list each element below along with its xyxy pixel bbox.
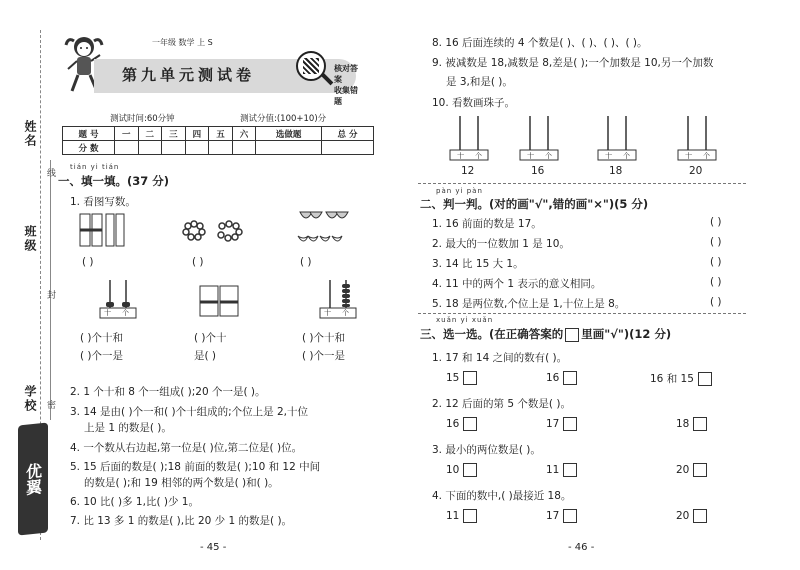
abacus-ones-label: 个 — [703, 152, 710, 160]
seal-mark: 封 — [45, 290, 55, 299]
tens-ones-blank[interactable]: ( )个十和 — [302, 332, 346, 344]
choice-checkbox[interactable] — [563, 463, 577, 477]
score-cell: 题 号 — [63, 127, 115, 141]
choice-checkbox[interactable] — [693, 463, 707, 477]
abacus-ones-label: 个 — [623, 152, 630, 160]
score-cell: 一 — [114, 127, 138, 141]
score-cell: 六 — [232, 127, 256, 141]
page-number-left: - 45 - — [200, 542, 227, 553]
abacus-ones-label: 个 — [342, 309, 349, 317]
page-title: 第九单元测试卷 — [122, 66, 256, 84]
section2-title: 二、判一判。(对的画"√",错的画"×")(5 分) — [420, 197, 649, 211]
judge-item: 5. 18 是两位数,个位上是 1,十位上是 8。 — [432, 298, 626, 310]
judge-item: 2. 最大的一位数加 1 是 10。 — [432, 238, 570, 250]
choice-checkbox[interactable] — [693, 509, 707, 523]
score-input[interactable] — [162, 141, 186, 155]
choice-question: 3. 最小的两位数是( )。 — [432, 444, 541, 456]
abacus-tens-label: 十 — [685, 152, 692, 160]
question-2: 2. 1 个十和 8 个一组成( );20 个一是( )。 — [70, 386, 266, 398]
answer-blank[interactable]: ( ) — [192, 256, 204, 268]
test-header — [64, 33, 364, 106]
question-7: 7. 比 13 多 1 的数是( ),比 20 少 1 的数是( )。 — [70, 515, 293, 527]
abacus-tens-label: 十 — [527, 152, 534, 160]
question-5: 5. 15 后面的数是( );18 前面的数是( );10 和 12 中间 — [70, 461, 321, 473]
abacus-ones-label: 个 — [122, 309, 129, 317]
choice-question: 2. 12 后面的第 5 个数是( )。 — [432, 398, 571, 410]
tens-ones-blank[interactable]: ( )个十和 — [80, 332, 124, 344]
judge-answer-blank[interactable]: ( ) — [710, 276, 722, 288]
score-cell: 总 分 — [321, 127, 373, 141]
choice-option[interactable]: 18 — [676, 417, 707, 431]
choice-option[interactable]: 16 和 15 — [650, 371, 712, 386]
question-10: 10. 看数画珠子。 — [432, 97, 516, 109]
answer-blank[interactable]: ( ) — [300, 256, 312, 268]
question-3-cont: 上是 1 的数是( )。 — [84, 422, 172, 434]
q1-prompt: 1. 看图写数。 — [70, 196, 136, 208]
empty-abacus-icon — [448, 114, 490, 162]
empty-abacus-icon — [676, 114, 718, 162]
question-5-cont: 的数是( );和 19 相邻的两个数是( )和( )。 — [84, 477, 279, 489]
score-input[interactable] — [256, 141, 322, 155]
choice-checkbox[interactable] — [693, 417, 707, 431]
score-input[interactable] — [114, 141, 138, 155]
empty-abacus-icon — [596, 114, 638, 162]
empty-abacus-icon — [518, 114, 560, 162]
abacus-number: 16 — [531, 165, 545, 177]
choice-checkbox[interactable] — [563, 371, 577, 385]
choice-question: 4. 下面的数中,( )最接近 18。 — [432, 490, 572, 502]
score-table-row — [63, 141, 374, 155]
score-cell: 选做题 — [256, 127, 322, 141]
choice-option[interactable]: 11 — [446, 509, 477, 523]
tens-ones-blank[interactable]: ( )个一是 — [302, 350, 346, 362]
section1-pinyin: tián yi tián — [70, 163, 120, 171]
grade-label: 一年级 数学 上 S — [152, 38, 213, 47]
page-number-right: - 46 - — [568, 542, 595, 553]
question-9: 9. 被减数是 18,减数是 8,差是( );一个加数是 10,另一个加数 — [432, 57, 714, 69]
judge-answer-blank[interactable]: ( ) — [710, 296, 722, 308]
choice-checkbox[interactable] — [463, 417, 477, 431]
bananas-icon — [296, 208, 352, 248]
choice-option[interactable]: 20 — [676, 509, 707, 523]
question-8: 8. 16 后面连续的 4 个数是( )、( )、( )、( )。 — [432, 37, 648, 49]
school-label: 学校 — [23, 385, 37, 413]
secret-mark: 密 — [45, 400, 55, 409]
choice-option[interactable]: 16 — [546, 371, 577, 385]
choice-option[interactable]: 11 — [546, 463, 577, 477]
choice-checkbox[interactable] — [463, 371, 477, 385]
choice-checkbox[interactable] — [563, 509, 577, 523]
section1-title: 一、填一填。(37 分) — [58, 174, 170, 188]
score-input[interactable] — [138, 141, 162, 155]
choice-option[interactable]: 17 — [546, 509, 577, 523]
choice-option[interactable]: 15 — [446, 371, 477, 385]
score-input[interactable] — [185, 141, 209, 155]
judge-answer-blank[interactable]: ( ) — [710, 236, 722, 248]
test-time: 测试时间:60分钟 — [110, 114, 175, 124]
score-input[interactable] — [209, 141, 233, 155]
abacus-tens-label: 十 — [457, 152, 464, 160]
abacus-number: 20 — [689, 165, 703, 177]
question-9-cont: 是 3,和是( )。 — [446, 76, 513, 88]
score-cell: 五 — [209, 127, 233, 141]
question-6: 6. 10 比( )多 1,比( )少 1。 — [70, 496, 199, 508]
score-cell: 四 — [185, 127, 209, 141]
score-input[interactable] — [321, 141, 373, 155]
test-score: 测试分值:(100+10)分 — [240, 114, 327, 124]
abacus-tens-label: 十 — [104, 309, 111, 317]
score-cell: 分 数 — [63, 141, 115, 155]
score-table — [62, 126, 374, 155]
choice-checkbox[interactable] — [463, 509, 477, 523]
bundle-sticks-icon — [78, 210, 128, 250]
choice-option[interactable]: 20 — [676, 463, 707, 477]
tens-blank[interactable]: ( )个十 — [194, 332, 227, 344]
judge-answer-blank[interactable]: ( ) — [710, 216, 722, 228]
section3-title: 三、选一选。(在正确答案的 里画"√")(12 分) — [420, 327, 672, 341]
beads-icon — [182, 220, 244, 242]
section2-pinyin: pàn yi pàn — [436, 187, 483, 195]
score-table-header-row — [63, 127, 374, 141]
bundle-sticks-icon — [198, 284, 242, 320]
class-label: 班级 — [23, 225, 37, 253]
choice-checkbox[interactable] — [698, 372, 712, 386]
is-blank[interactable]: 是( ) — [194, 350, 217, 362]
choice-option[interactable]: 10 — [446, 463, 477, 477]
judge-item: 1. 16 前面的数是 17。 — [432, 218, 542, 230]
section-divider — [418, 183, 746, 184]
brand-logo: 优翼 — [18, 422, 48, 535]
checkbox-sample-icon — [565, 328, 579, 342]
choice-checkbox[interactable] — [463, 463, 477, 477]
choice-option[interactable]: 16 — [446, 417, 477, 431]
tens-ones-blank[interactable]: ( )个一是 — [80, 350, 124, 362]
abacus-ones-label: 个 — [475, 152, 482, 160]
abacus-number: 18 — [609, 165, 623, 177]
abacus-number: 12 — [461, 165, 475, 177]
score-cell: 二 — [138, 127, 162, 141]
judge-answer-blank[interactable]: ( ) — [710, 256, 722, 268]
line-mark: 线 — [45, 168, 55, 177]
score-cell: 三 — [162, 127, 186, 141]
choice-option[interactable]: 17 — [546, 417, 577, 431]
section-divider — [418, 313, 746, 314]
abacus-ones-label: 个 — [545, 152, 552, 160]
choice-checkbox[interactable] — [563, 417, 577, 431]
judge-item: 4. 11 中的两个 1 表示的意义相同。 — [432, 278, 602, 290]
qr-caption: 核对答案 收集错题 — [334, 64, 358, 106]
name-label: 姓名 — [23, 120, 37, 148]
question-3: 3. 14 是由( )个一和( )个十组成的;个位上是 2,十位 — [70, 406, 309, 418]
choice-question: 1. 17 和 14 之间的数有( )。 — [432, 352, 568, 364]
judge-item: 3. 14 比 15 大 1。 — [432, 258, 524, 270]
abacus-tens-label: 十 — [605, 152, 612, 160]
abacus-tens-label: 十 — [324, 309, 331, 317]
question-4: 4. 一个数从右边起,第一位是( )位,第二位是( )位。 — [70, 442, 303, 454]
answer-blank[interactable]: ( ) — [82, 256, 94, 268]
section3-pinyin: xuǎn yi xuǎn — [436, 316, 494, 324]
score-input[interactable] — [232, 141, 256, 155]
